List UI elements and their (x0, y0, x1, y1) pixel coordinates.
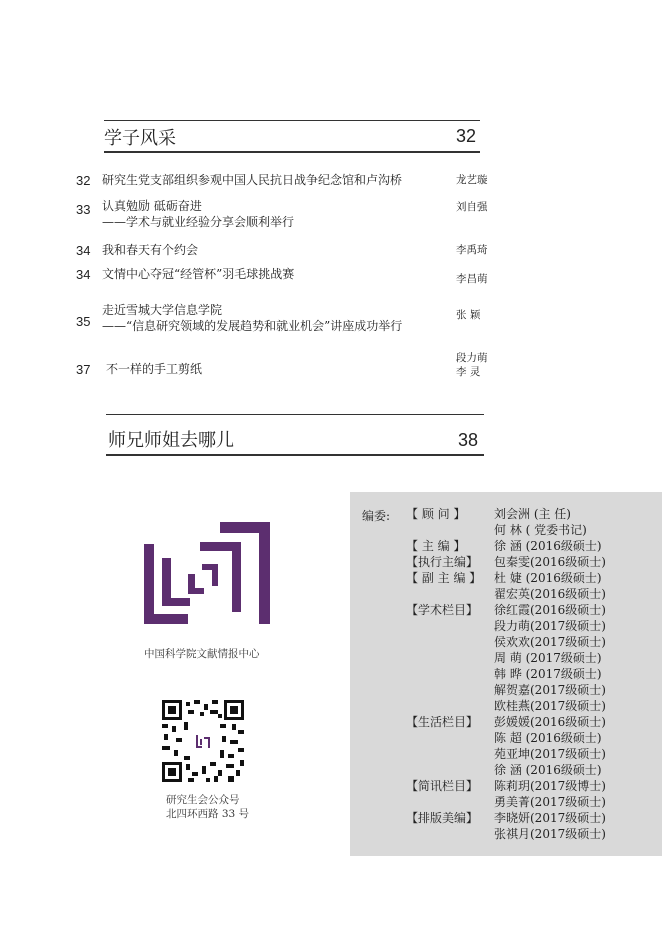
article-page-number: 32 (76, 173, 91, 188)
article-author: 李昌萌 (456, 273, 488, 285)
article-author: 刘自强 (456, 201, 488, 213)
article-title: 不一样的手工剪纸 (106, 362, 203, 376)
section-top-rule (104, 120, 480, 121)
logo-caption: 中国科学院文献情报中心 (144, 648, 260, 660)
editorial-names (494, 506, 606, 842)
article-page-number: 34 (76, 243, 91, 258)
qr-caption-line1: 研究生会公众号 (166, 794, 240, 806)
article-title: 我和春天有个约会 (102, 243, 199, 257)
article-author: 龙艺璇 (456, 174, 488, 186)
role-label: 【执行主编】 (406, 555, 479, 569)
editor-name: 包秦雯(2016级硕士) (494, 555, 606, 569)
article-page-number: 34 (76, 267, 91, 282)
editor-name: 李晓妍(2017级硕士) (494, 811, 606, 825)
article-title: 研究生党支部组织参观中国人民抗日战争纪念馆和卢沟桥 (102, 173, 403, 187)
editor-name: 刘会洲 (主 任) (494, 507, 571, 521)
article-subtitle: ——学术与就业经验分享会顺利举行 (102, 215, 295, 229)
role-label: 【 主 编 】 (406, 539, 466, 553)
role-label: 【 副 主 编 】 (406, 571, 482, 585)
role-label: 【生活栏目】 (406, 715, 479, 729)
role-label: 【学术栏目】 (406, 603, 479, 617)
article-title: 文情中心夺冠“经管杯”羽毛球挑战赛 (102, 267, 295, 281)
section-title-shixiong: 师兄师姐去哪儿 (108, 430, 234, 451)
role-label: 【 顾 问 】 (406, 507, 466, 521)
section-top-rule (106, 414, 484, 415)
editor-name: 翟宏英(2016级硕士) (494, 587, 606, 601)
editor-name: 彭媛媛(2016级硕士) (494, 715, 606, 729)
editor-name: 何 林 ( 党委书记) (494, 523, 587, 537)
article-title: 认真勉励 砥砺奋进 (102, 199, 202, 213)
editor-name: 徐 涵 (2016级硕士) (494, 539, 602, 553)
editor-name: 段力萌(2017级硕士) (494, 619, 606, 633)
editor-name: 勇美菁(2017级硕士) (494, 795, 606, 809)
editor-name: 徐 涵 (2016级硕士) (494, 763, 602, 777)
section-bottom-rule (106, 454, 484, 456)
article-page-number: 35 (76, 314, 91, 329)
qr-caption-line2: 北四环西路 33 号 (166, 808, 250, 820)
section-page-xuezi: 32 (456, 126, 477, 146)
editor-name: 解贺嘉(2017级硕士) (494, 683, 606, 697)
article-author: 段力萌 (456, 352, 488, 364)
article-author: 张 颖 (456, 309, 481, 321)
editorial-label: 编委: (362, 509, 391, 523)
editor-name: 徐红霞(2016级硕士) (494, 603, 606, 617)
editor-name: 欧桂燕(2017级硕士) (494, 699, 606, 713)
section-bottom-rule (104, 151, 480, 153)
article-page-number: 33 (76, 202, 91, 217)
editor-name: 杜 婕 (2016级硕士) (494, 571, 602, 585)
editor-name: 韩 晔 (2017级硕士) (494, 667, 602, 681)
article-author: 李禹琦 (456, 244, 488, 256)
editor-name: 周 萌 (2017级硕士) (494, 651, 602, 665)
editor-name: 侯欢欢(2017级硕士) (494, 635, 606, 649)
qr-code (162, 700, 244, 782)
article-page-number: 37 (76, 362, 91, 377)
editor-name: 陈莉玥(2017级博士) (494, 779, 606, 793)
role-label: 【排版美编】 (406, 811, 479, 825)
editor-name: 张祺月(2017级硕士) (494, 827, 606, 841)
article-subtitle: ——“信息研究领域的发展趋势和就业机会”讲座成功举行 (102, 319, 403, 333)
article-title: 走近雪城大学信息学院 (102, 303, 223, 317)
editor-name: 苑亚坤(2017级硕士) (494, 747, 606, 761)
editor-name: 陈 超 (2016级硕士) (494, 731, 602, 745)
article-author: 李 灵 (456, 366, 481, 378)
nsl-logo (140, 518, 274, 630)
section-page-shixiong: 38 (458, 430, 479, 450)
role-label: 【简讯栏目】 (406, 779, 479, 793)
section-title-xuezi: 学子风采 (104, 128, 176, 149)
